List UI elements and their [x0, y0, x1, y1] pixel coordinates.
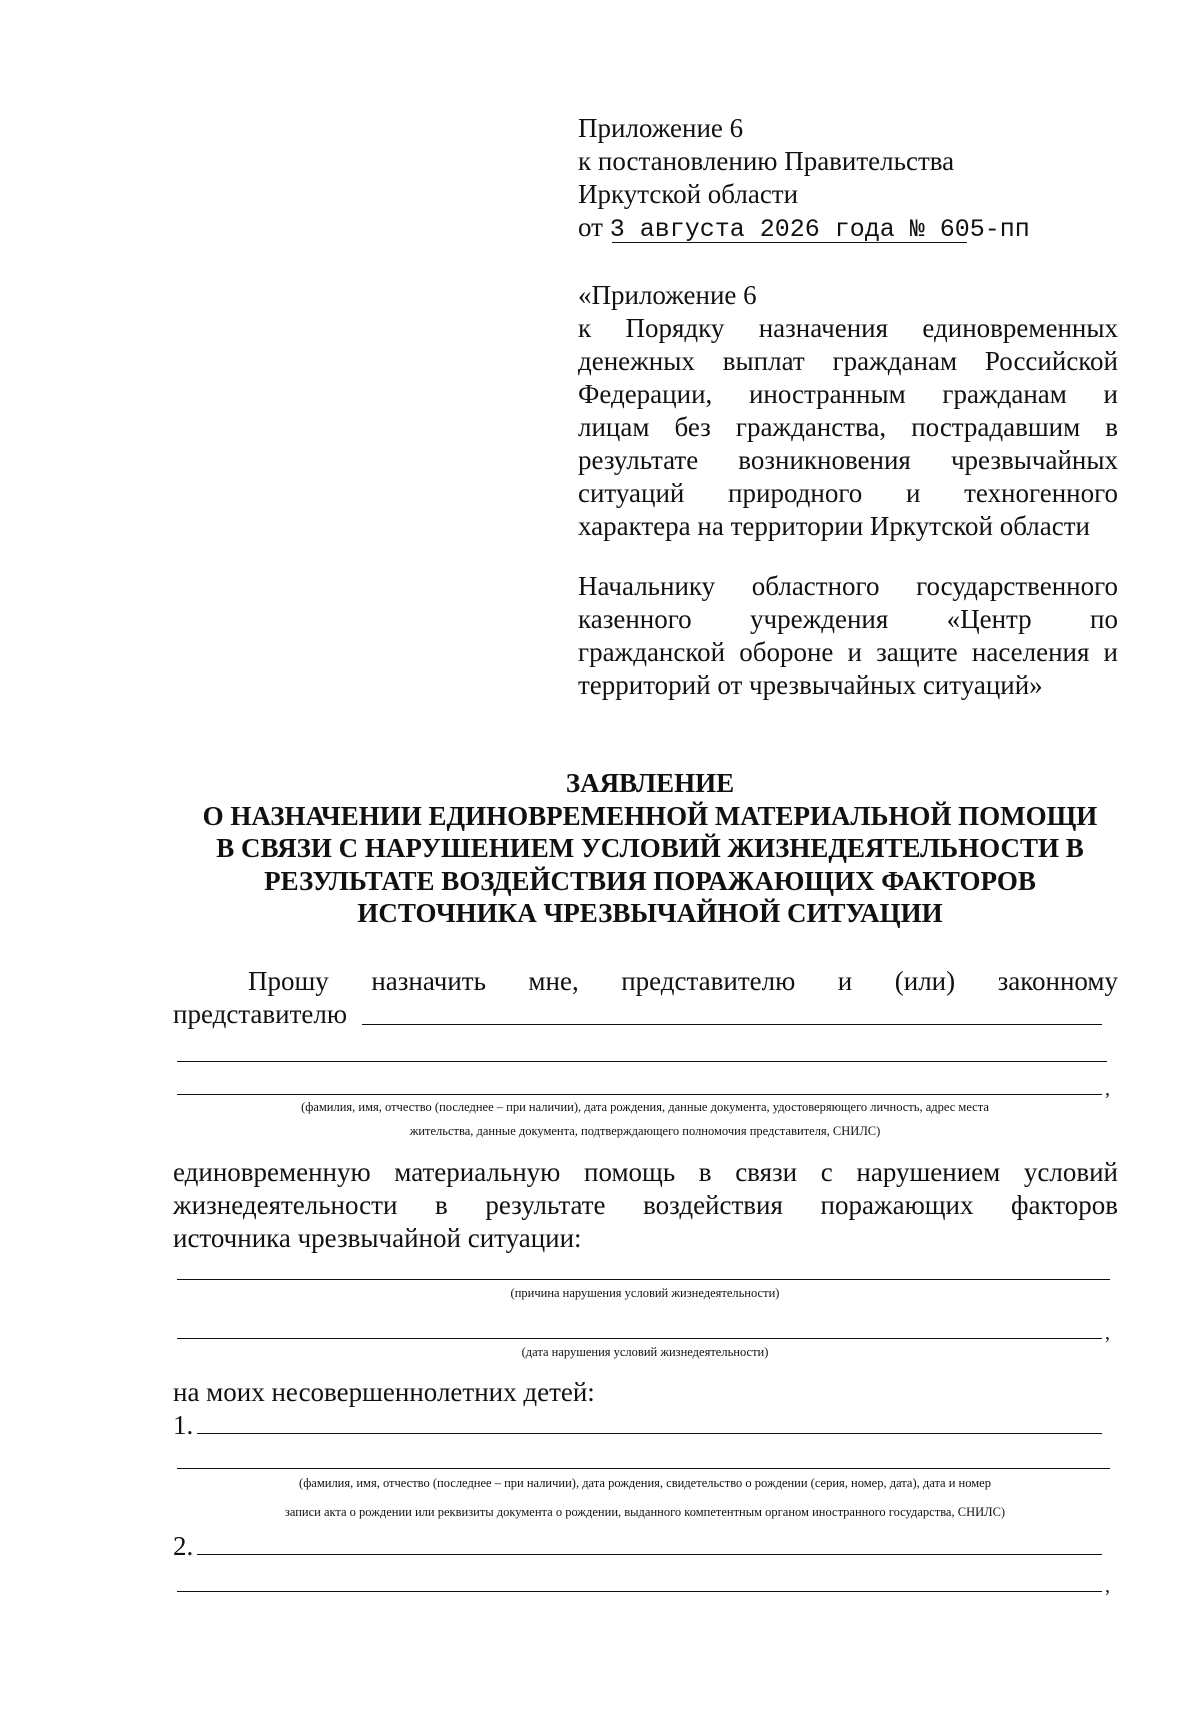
child-1-field-line-2[interactable]	[177, 1468, 1110, 1469]
quoted-line: Федерации, иностранным гражданам и	[578, 379, 1118, 409]
addressee-line: казенного учреждения «Центр по	[578, 604, 1118, 634]
addressee-line: Начальнику областного государственного	[578, 571, 1118, 601]
field-comma: ,	[1105, 1575, 1110, 1597]
quoted-line: денежных выплат гражданам Российской	[578, 346, 1118, 376]
request-line-1: Прошу назначить мне, представителю и (или) законному	[248, 966, 1118, 996]
representative-field-line-3[interactable]	[177, 1094, 1102, 1095]
reason-caption: (причина нарушения условий жизнедеятельности)	[510, 1286, 780, 1300]
title-line: ЗАЯВЛЕНИЕ	[565, 768, 735, 798]
child-1-number: 1.	[173, 1410, 194, 1440]
field-comma: ,	[1105, 1078, 1110, 1100]
quoted-line: результате возникновения чрезвычайных	[578, 445, 1118, 475]
quoted-line: к Порядку назначения единовременных	[578, 313, 1118, 343]
title-line: ИСТОЧНИКА ЧРЕЗВЫЧАЙНОЙ СИТУАЦИИ	[357, 898, 943, 928]
reason-field-line[interactable]	[177, 1279, 1110, 1280]
resolution-ref: к постановлению Правительства	[578, 146, 955, 176]
purpose-line: жизнедеятельности в результате воздействия поражающих факторов	[173, 1190, 1118, 1220]
representative-caption-1: (фамилия, имя, отчество (последнее – при наличии), дата рождения, данные документа, удостоверяющего личность, адрес места	[301, 1100, 989, 1114]
quoted-line: ситуаций природного и техногенного	[578, 478, 1118, 508]
purpose-line: единовременную материальную помощь в связи с нарушением условий	[173, 1157, 1118, 1187]
child-caption-2: записи акта о рождении или реквизиты документа о рождении, выданного компетентным органом иностранного государства, СНИЛС)	[284, 1505, 1006, 1519]
quoted-line: лицам без гражданства, пострадавшим в	[578, 412, 1118, 442]
child-1-field-line-1[interactable]	[197, 1433, 1102, 1434]
purpose-line: источника чрезвычайной ситуации:	[173, 1223, 582, 1253]
date-line	[578, 211, 1058, 246]
addressee-block	[578, 570, 1118, 702]
child-2-field-line-2[interactable]	[177, 1591, 1102, 1592]
date-underline	[612, 242, 967, 243]
child-2-number: 2.	[173, 1531, 194, 1561]
representative-field-line-1[interactable]	[362, 1024, 1102, 1025]
quoted-appendix	[578, 279, 1118, 543]
children-heading: на моих несовершеннолетних детей:	[173, 1377, 595, 1407]
document-title	[150, 767, 1150, 930]
date-prefix: от	[578, 212, 603, 242]
region-name: Иркутской области	[578, 179, 799, 209]
header-block	[578, 112, 1058, 246]
title-line: РЕЗУЛЬТАТЕ ВОЗДЕЙСТВИЯ ПОРАЖАЮЩИХ ФАКТОРОВ	[264, 865, 1036, 896]
date-field-line[interactable]	[177, 1338, 1102, 1339]
addressee-line: территорий от чрезвычайных ситуаций»	[578, 670, 1043, 700]
addressee-line: гражданской обороне и защите населения и	[578, 637, 1118, 667]
purpose-block	[173, 1156, 1118, 1255]
date-caption: (дата нарушения условий жизнедеятельности)	[521, 1345, 769, 1359]
child-2-field-line-1[interactable]	[197, 1554, 1102, 1555]
title-line: О НАЗНАЧЕНИИ ЕДИНОВРЕМЕННОЙ МАТЕРИАЛЬНОЙ ПОМОЩИ	[202, 800, 1098, 831]
date-number: 3 августа 2026 года № 605-пп	[609, 215, 1030, 244]
representative-field-line-2[interactable]	[177, 1061, 1107, 1062]
appendix-label: Приложение 6	[578, 113, 744, 143]
field-comma: ,	[1105, 1322, 1110, 1344]
title-line: В СВЯЗИ С НАРУШЕНИЕМ УСЛОВИЙ ЖИЗНЕДЕЯТЕЛЬНОСТИ В	[216, 833, 1084, 863]
quoted-line: характера на территории Иркутской области	[578, 511, 1090, 541]
request-line-2-label: представителю	[173, 999, 348, 1029]
quoted-appendix-title: «Приложение 6	[578, 280, 757, 310]
representative-caption-2: жительства, данные документа, подтверждающего полномочия представителя, СНИЛС)	[409, 1124, 881, 1138]
child-caption-1: (фамилия, имя, отчество (последнее – при наличии), дата рождения, свидетельство о рождении (серия, номер, дата), дата и номер	[299, 1476, 991, 1490]
